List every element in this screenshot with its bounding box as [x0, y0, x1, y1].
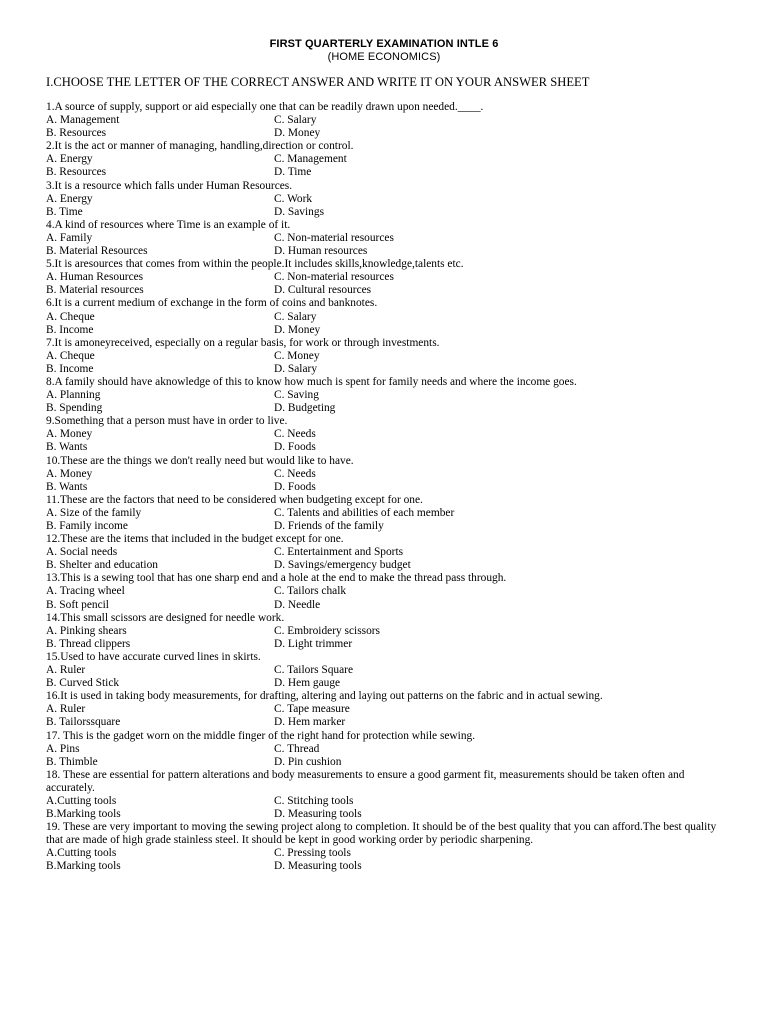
answer-option: A. Money	[46, 467, 93, 480]
option-row	[46, 756, 726, 769]
answer-option: C. Tailors Square	[274, 664, 354, 677]
answer-option: A. Cheque	[46, 349, 95, 362]
question-item	[46, 180, 726, 219]
answer-option: C. Thread	[274, 742, 320, 755]
answer-option: B. Material resources	[46, 284, 144, 297]
question-item	[46, 533, 726, 572]
answer-option: A. Ruler	[46, 703, 86, 716]
answer-option: D. Measuring tools	[274, 860, 362, 873]
answer-option: D. Measuring tools	[274, 808, 362, 821]
answer-option: A. Family	[46, 231, 93, 244]
answer-option: D. Pin cushion	[274, 755, 342, 768]
option-row	[46, 677, 726, 690]
answer-option: D. Savings	[274, 205, 324, 218]
answer-option: A. Energy	[46, 153, 93, 166]
option-row	[46, 468, 726, 481]
question-item	[46, 101, 726, 140]
answer-option: D. Friends of the family	[274, 520, 384, 532]
question-stem: 16.It is used in taking body measurements, for drafting, altering and laying out patterns on the fabric and in actual sewing.	[46, 690, 603, 703]
option-row	[46, 599, 726, 612]
question-stem: 4.A kind of resources where Time is an example of it.	[46, 218, 291, 231]
answer-option: B. Wants	[46, 480, 88, 493]
question-list	[46, 101, 726, 874]
answer-option: B. Tailorssquare	[46, 716, 121, 729]
question-item	[46, 455, 726, 494]
exam-instruction: I.CHOOSE THE LETTER OF THE CORRECT ANSWER AND WRITE IT ON YOUR ANSWER SHEET	[46, 75, 590, 89]
answer-option: A. Tracing wheel	[46, 585, 125, 598]
answer-option: D. Cultural resources	[274, 284, 372, 297]
question-item	[46, 258, 726, 297]
question-stem: 9.Something that a person must have in order to live.	[46, 415, 288, 428]
question-item	[46, 415, 726, 454]
option-row	[46, 703, 726, 716]
answer-option: D. Foods	[274, 441, 316, 454]
answer-option: D. Foods	[274, 480, 316, 493]
option-row	[46, 166, 726, 179]
answer-option: B. Resources	[46, 127, 107, 140]
answer-option: A. Energy	[46, 192, 93, 205]
answer-option: A.Cutting tools	[46, 794, 117, 807]
option-row	[46, 245, 726, 258]
answer-option: D. Needle	[274, 598, 321, 611]
option-row	[46, 271, 726, 284]
answer-option: A. Money	[46, 428, 93, 441]
option-row	[46, 743, 726, 756]
question-stem: 14.This small scissors are designed for needle work.	[46, 611, 285, 624]
question-stem: 7.It is amoneyreceived, especially on a regular basis, for work or through investments.	[46, 336, 440, 349]
answer-option: D. Hem marker	[274, 716, 346, 729]
answer-option: B. Spending	[46, 402, 103, 415]
option-row	[46, 481, 726, 494]
option-row	[46, 559, 726, 572]
option-row	[46, 389, 726, 402]
answer-option: D. Money	[274, 323, 321, 336]
answer-option: B. Thread clippers	[46, 637, 131, 650]
question-stem: 2.It is the act or manner of managing, handling,direction or control.	[46, 140, 354, 153]
answer-option: D. Salary	[274, 362, 318, 375]
answer-option: A. Ruler	[46, 664, 86, 677]
answer-option: A. Human Resources	[46, 271, 144, 284]
option-row	[46, 625, 726, 638]
option-row	[46, 808, 726, 821]
question-item	[46, 494, 726, 533]
question-stem: 10.These are the things we don't really need but would like to have.	[46, 454, 354, 467]
option-row	[46, 193, 726, 206]
answer-option: C. Needs	[274, 428, 316, 441]
question-stem: 13.This is a sewing tool that has one sharp end and a hole at the end to make the thread pass through.	[46, 572, 507, 585]
answer-option: B. Thimble	[46, 755, 98, 768]
question-stem: 18. These are essential for pattern alterations and body measurements to ensure a good garment fit, measurements should be taken often and accurately.	[46, 768, 685, 794]
question-stem: 1.A source of supply, support or aid especially one that can be readily drawn upon needed.____.	[46, 101, 484, 113]
option-row	[46, 311, 726, 324]
option-row	[46, 363, 726, 376]
question-stem: 11.These are the factors that need to be considered when budgeting except for one.	[46, 493, 423, 506]
question-item	[46, 730, 726, 769]
answer-option: D. Light trimmer	[274, 637, 353, 650]
answer-option: C. Tailors chalk	[274, 585, 347, 598]
question-stem: 6.It is a current medium of exchange in the form of coins and banknotes.	[46, 297, 378, 310]
question-item	[46, 297, 726, 336]
answer-option: B.Marking tools	[46, 808, 121, 821]
question-stem: 19. These are very important to moving the sewing project along to completion. It should be of the best quality that you can afford.The best quality that are made of high grade stainless steel. It should be kept in good working order by periodic sharpening.	[46, 821, 717, 847]
answer-option: B. Wants	[46, 441, 88, 454]
question-item	[46, 376, 726, 415]
answer-option: D. Time	[274, 166, 312, 179]
option-row	[46, 507, 726, 520]
answer-option: C. Pressing tools	[274, 847, 351, 860]
option-row	[46, 402, 726, 415]
answer-option: B. Income	[46, 362, 94, 375]
question-item	[46, 219, 726, 258]
answer-option: B. Family income	[46, 520, 128, 532]
option-row	[46, 284, 726, 297]
option-row	[46, 860, 726, 873]
option-row	[46, 350, 726, 363]
exam-title: FIRST QUARTERLY EXAMINATION INTLE 6	[269, 38, 499, 50]
question-item	[46, 690, 726, 729]
option-row	[46, 664, 726, 677]
question-stem: 5.It is aresources that comes from within the people.It includes skills,knowledge,talents etc.	[46, 258, 464, 271]
answer-option: A. Pinking shears	[46, 624, 127, 637]
answer-option: D. Hem gauge	[274, 677, 341, 690]
question-item	[46, 769, 726, 821]
answer-option: B. Soft pencil	[46, 598, 109, 611]
question-item	[46, 612, 726, 651]
answer-option: C. Non-material resources	[274, 231, 394, 244]
answer-option: B. Material Resources	[46, 245, 148, 258]
question-stem: 3.It is a resource which falls under Human Resources.	[46, 179, 293, 192]
option-row	[46, 114, 726, 127]
answer-option: C. Salary	[274, 114, 317, 127]
answer-option: A. Size of the family	[46, 506, 142, 519]
answer-option: C. Saving	[274, 389, 319, 402]
question-item	[46, 651, 726, 690]
option-row	[46, 127, 726, 140]
answer-option: C. Embroidery scissors	[274, 624, 380, 637]
answer-option: A.Cutting tools	[46, 847, 117, 860]
answer-option: C. Entertainment and Sports	[274, 546, 404, 559]
option-row	[46, 716, 726, 729]
answer-option: B. Shelter and education	[46, 559, 158, 572]
option-row	[46, 441, 726, 454]
answer-option: A. Social needs	[46, 546, 118, 559]
question-item	[46, 337, 726, 376]
question-stem: 15.Used to have accurate curved lines in skirts.	[46, 650, 261, 663]
exam-subject: (HOME ECONOMICS)	[327, 51, 441, 63]
exam-header	[0, 38, 768, 64]
option-row	[46, 324, 726, 337]
option-row	[46, 520, 726, 533]
option-row	[46, 428, 726, 441]
option-row	[46, 638, 726, 651]
answer-option: C. Tape measure	[274, 703, 350, 716]
answer-option: C. Needs	[274, 467, 316, 480]
option-row	[46, 546, 726, 559]
option-row	[46, 795, 726, 808]
question-stem: 8.A family should have aknowledge of this to know how much is spent for family needs and where the income goes.	[46, 375, 577, 388]
answer-option: A. Cheque	[46, 310, 95, 323]
question-item	[46, 821, 726, 873]
option-row	[46, 232, 726, 245]
answer-option: B.Marking tools	[46, 860, 121, 873]
question-stem: 12.These are the items that included in the budget except for one.	[46, 533, 344, 546]
answer-option: D. Money	[274, 127, 321, 140]
answer-option: A. Planning	[46, 389, 101, 402]
answer-option: B. Income	[46, 323, 94, 336]
answer-option: C. Management	[274, 153, 347, 166]
answer-option: A. Management	[46, 114, 120, 127]
option-row	[46, 847, 726, 860]
answer-option: C. Work	[274, 192, 313, 205]
answer-option: C. Salary	[274, 310, 317, 323]
option-row	[46, 585, 726, 598]
answer-option: C. Stitching tools	[274, 794, 354, 807]
answer-option: D. Savings/emergency budget	[274, 559, 411, 572]
answer-option: B. Resources	[46, 166, 107, 179]
answer-option: D. Budgeting	[274, 402, 336, 415]
answer-option: C. Talents and abilities of each member	[274, 506, 455, 519]
answer-option: B. Time	[46, 205, 83, 218]
option-row	[46, 153, 726, 166]
answer-option: C. Non-material resources	[274, 271, 394, 284]
answer-option: D. Human resources	[274, 245, 368, 258]
question-item	[46, 572, 726, 611]
answer-option: C. Money	[274, 349, 320, 362]
option-row	[46, 206, 726, 219]
answer-option: A. Pins	[46, 742, 80, 755]
question-item	[46, 140, 726, 179]
answer-option: B. Curved Stick	[46, 677, 120, 690]
question-stem: 17. This is the gadget worn on the middle finger of the right hand for protection while sewing.	[46, 729, 476, 742]
